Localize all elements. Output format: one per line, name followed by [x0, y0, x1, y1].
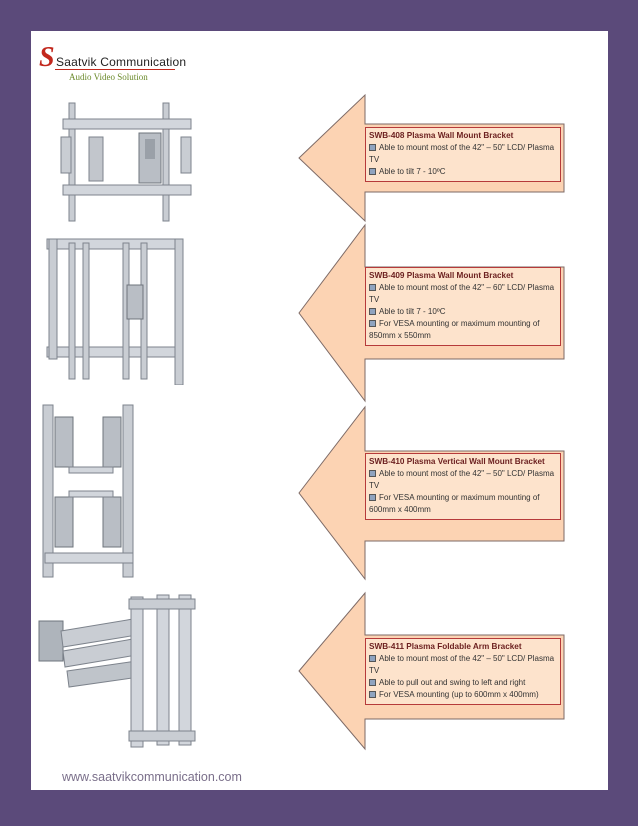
logo-underline [55, 69, 175, 70]
feature-item: Able to mount most of the 42" – 60" LCD/ Plasma TV [369, 283, 555, 304]
bullet-icon [369, 494, 376, 501]
bullet-icon [369, 320, 376, 327]
product-info-swb-410 [365, 453, 561, 520]
bullet-icon [369, 144, 376, 151]
bullet-icon [369, 168, 376, 175]
product-title: SWB-410 Plasma Vertical Wall Mount Bracket [369, 457, 545, 466]
product-image-swb-410 [41, 403, 141, 579]
product-info-swb-409 [365, 267, 561, 346]
product-info-swb-408 [365, 127, 561, 182]
bullet-icon [369, 308, 376, 315]
logo-letter: S [39, 42, 55, 73]
product-title: SWB-408 Plasma Wall Mount Bracket [369, 131, 514, 140]
product-title: SWB-411 Plasma Foldable Arm Bracket [369, 642, 522, 651]
feature-item: Able to mount most of the 42" – 50" LCD/ Plasma TV [369, 654, 555, 675]
feature-item: Able to mount most of the 42" – 50" LCD/ Plasma TV [369, 143, 555, 164]
product-image-swb-408 [59, 97, 195, 227]
feature-item: Able to tilt 7 - 10ºC [369, 306, 557, 318]
bullet-icon [369, 655, 376, 662]
product-title: SWB-409 Plasma Wall Mount Bracket [369, 271, 514, 280]
product-image-swb-409 [45, 235, 187, 385]
feature-item: For VESA mounting or maximum mounting of 600mm x 400mm [369, 493, 540, 514]
product-image-swb-411 [37, 591, 201, 751]
feature-item: For VESA mounting (up to 600mm x 400mm) [369, 689, 557, 701]
bullet-icon [369, 284, 376, 291]
feature-item: For VESA mounting or maximum mounting of 850mm x 550mm [369, 319, 540, 340]
feature-item: Able to mount most of the 42" – 50" LCD/ Plasma TV [369, 469, 555, 490]
company-logo [37, 40, 187, 90]
bullet-icon [369, 470, 376, 477]
company-name: Saatvik Communication [56, 55, 187, 69]
bullet-icon [369, 679, 376, 686]
product-info-swb-411 [365, 638, 561, 705]
brochure-page [31, 31, 608, 790]
feature-item: Able to tilt 7 - 10ºC [369, 166, 557, 178]
website-link[interactable]: www.saatvikcommunication.com [62, 770, 242, 784]
feature-item: Able to pull out and swing to left and right [369, 677, 557, 689]
company-tagline: Audio Video Solution [69, 72, 148, 82]
bullet-icon [369, 691, 376, 698]
